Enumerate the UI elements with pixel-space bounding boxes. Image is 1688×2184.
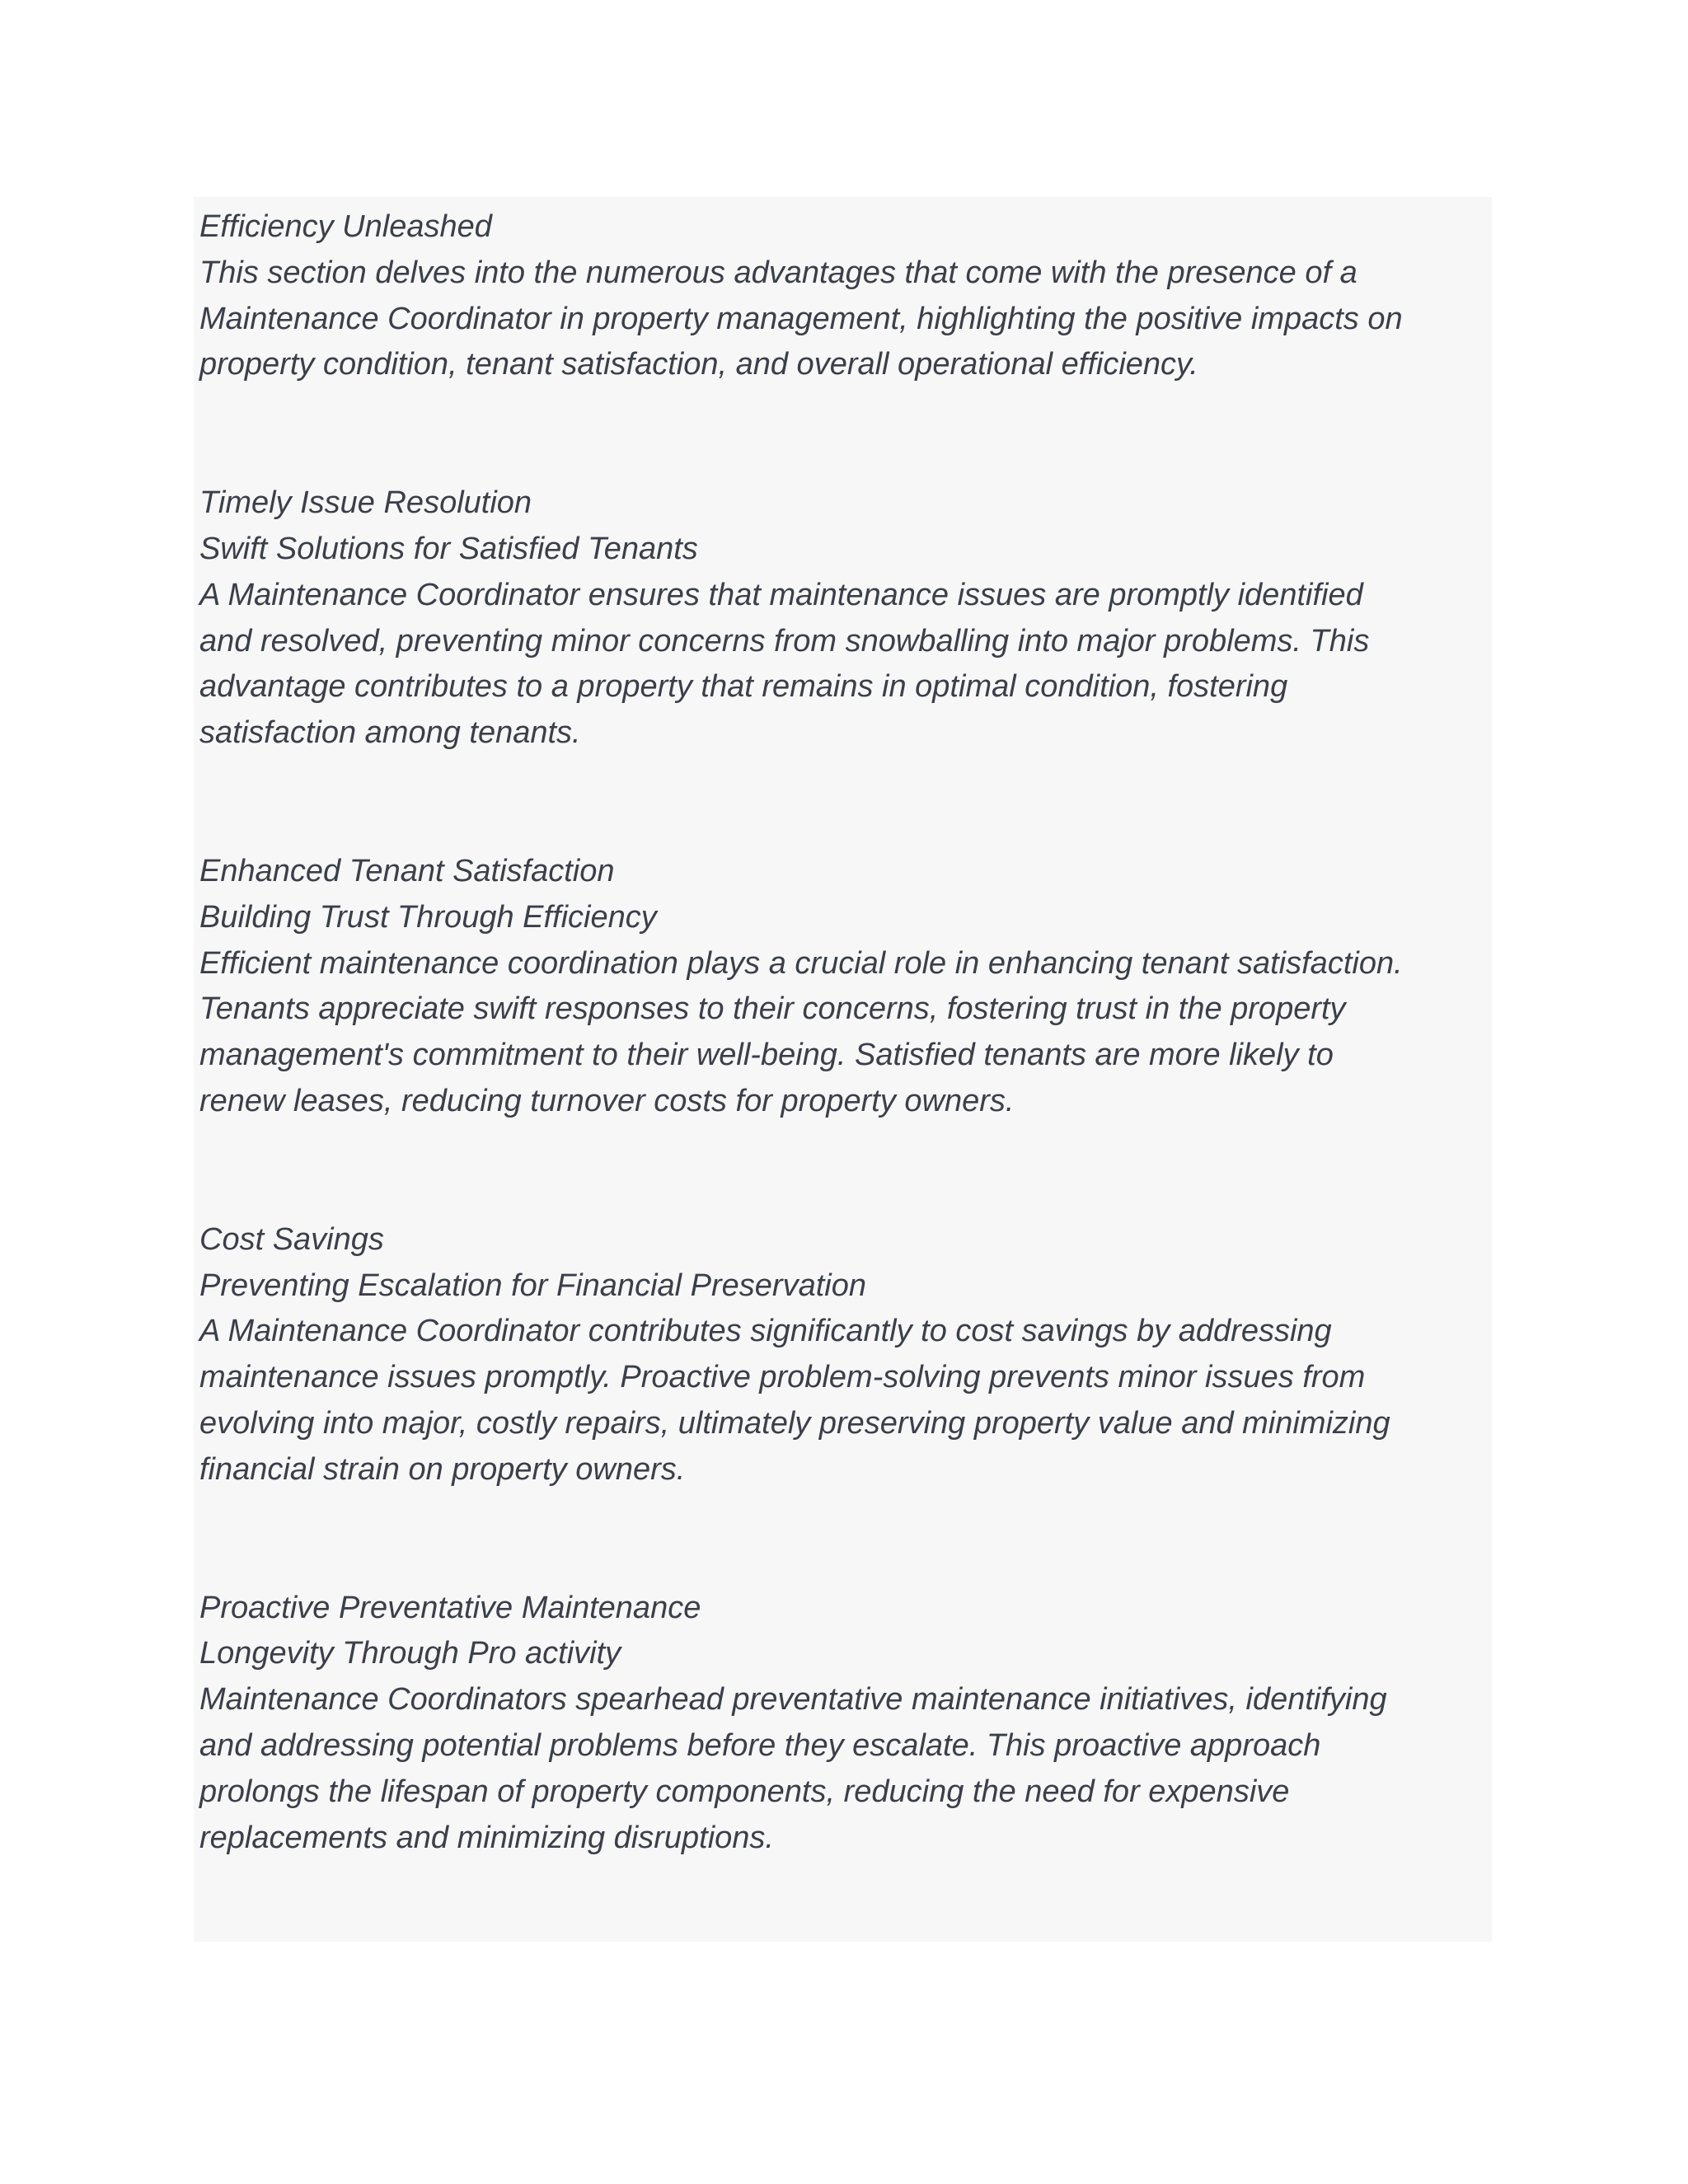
section-body-line: Tenants appreciate swift responses to their concerns, fostering trust in the property — [199, 991, 1346, 1027]
section-body-line: satisfaction among tenants. — [199, 715, 581, 751]
section-body-line: financial strain on property owners. — [199, 1451, 686, 1487]
section-heading: Proactive Preventative Maintenance — [199, 1590, 701, 1625]
intro-title: Efficiency Unleashed — [199, 209, 492, 244]
section-body-line: maintenance issues promptly. Proactive problem-solving prevents minor issues from — [199, 1360, 1366, 1395]
section-body-line: and addressing potential problems before they escalate. This proactive approach — [199, 1727, 1321, 1763]
section-body-line: A Maintenance Coordinator contributes significantly to cost savings by addressing — [199, 1314, 1332, 1349]
section-heading: Timely Issue Resolution — [199, 485, 532, 521]
section-body-line: prolongs the lifespan of property components, reducing the need for expensive — [199, 1774, 1290, 1809]
section-cost-savings — [199, 1217, 1485, 1493]
section-body-line: evolving into major, costly repairs, ultimately preserving property value and minimizing — [199, 1405, 1390, 1441]
intro-line: Maintenance Coordinator in property management, highlighting the positive impacts on — [199, 301, 1403, 336]
section-body-line: Efficient maintenance coordination plays a crucial role in enhancing tenant satisfaction. — [199, 945, 1403, 981]
section-body-line: management's commitment to their well-being. Satisfied tenants are more likely to — [199, 1038, 1334, 1073]
section-proactive-preventative-maintenance — [199, 1586, 1485, 1862]
intro-line: property condition, tenant satisfaction, and overall operational efficiency. — [199, 347, 1198, 382]
section-heading: Cost Savings — [199, 1221, 384, 1257]
section-heading: Enhanced Tenant Satisfaction — [199, 853, 615, 888]
section-body-line: replacements and minimizing disruptions. — [199, 1820, 774, 1855]
section-body-line: and resolved, preventing minor concerns from snowballing into major problems. This — [199, 623, 1370, 658]
section-subheading: Building Trust Through Efficiency — [199, 899, 657, 935]
section-body-line: A Maintenance Coordinator ensures that maintenance issues are promptly identified — [199, 577, 1363, 612]
section-enhanced-tenant-satisfaction — [199, 849, 1485, 1125]
section-subheading: Longevity Through Pro activity — [199, 1636, 621, 1671]
section-subheading: Swift Solutions for Satisfied Tenants — [199, 531, 698, 566]
section-body-line: renew leases, reducing turnover costs for property owners. — [199, 1083, 1015, 1118]
section-timely-issue-resolution — [199, 480, 1485, 757]
intro-line: This section delves into the numerous advantages that come with the presence of a — [199, 255, 1357, 290]
intro-block — [199, 204, 1485, 388]
section-body-line: Maintenance Coordinators spearhead preventative maintenance initiatives, identifying — [199, 1682, 1387, 1718]
section-body-line: advantage contributes to a property that remains in optimal condition, fostering — [199, 669, 1288, 705]
section-subheading: Preventing Escalation for Financial Preservation — [199, 1268, 866, 1303]
document-content — [199, 204, 1485, 1861]
